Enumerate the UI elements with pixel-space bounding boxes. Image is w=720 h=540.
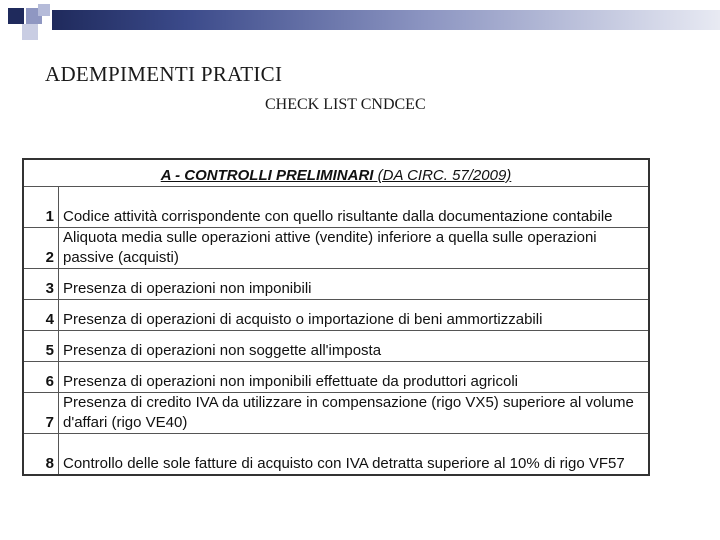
row-number: 7 bbox=[23, 393, 59, 434]
slide-subtitle: CHECK LIST CNDCEC bbox=[265, 96, 426, 113]
slide-title: ADEMPIMENTI PRATICI bbox=[45, 62, 283, 86]
table-header-row bbox=[23, 159, 649, 187]
row-text: Presenza di operazioni di acquisto o importazione di beni ammortizzabili bbox=[59, 300, 650, 331]
table-row bbox=[23, 393, 649, 434]
table-row bbox=[23, 331, 649, 362]
row-number: 3 bbox=[23, 269, 59, 300]
section-reference: (DA CIRC. 57/2009) bbox=[373, 167, 512, 184]
table-row bbox=[23, 228, 649, 269]
table-row bbox=[23, 434, 649, 476]
row-text: Codice attività corrispondente con quello risultante dalla documentazione contabile bbox=[59, 187, 650, 228]
table-row bbox=[23, 300, 649, 331]
header-decoration-bar bbox=[52, 10, 720, 30]
row-text: Controllo delle sole fatture di acquisto con IVA detratta superiore al 10% di rigo VF57 bbox=[59, 434, 650, 476]
row-text: Presenza di operazioni non imponibili bbox=[59, 269, 650, 300]
row-number: 4 bbox=[23, 300, 59, 331]
row-number: 2 bbox=[23, 228, 59, 269]
row-number: 8 bbox=[23, 434, 59, 476]
table-row bbox=[23, 269, 649, 300]
decoration-square bbox=[22, 24, 38, 40]
decoration-square bbox=[8, 8, 24, 24]
row-text: Aliquota media sulle operazioni attive (vendite) inferiore a quella sulle operazioni passive (acquisti) bbox=[59, 228, 650, 269]
table-header bbox=[23, 159, 649, 187]
row-text: Presenza di credito IVA da utilizzare in compensazione (rigo VX5) superiore al volume d'affari (rigo VE40) bbox=[59, 393, 650, 434]
row-text: Presenza di operazioni non soggette all'imposta bbox=[59, 331, 650, 362]
section-title: A - CONTROLLI PRELIMINARI bbox=[160, 167, 374, 184]
row-number: 1 bbox=[23, 187, 59, 228]
row-number: 6 bbox=[23, 362, 59, 393]
decoration-square bbox=[38, 4, 50, 16]
table-row bbox=[23, 187, 649, 228]
row-text: Presenza di operazioni non imponibili effettuate da produttori agricoli bbox=[59, 362, 650, 393]
table-row bbox=[23, 362, 649, 393]
row-number: 5 bbox=[23, 331, 59, 362]
checklist-table bbox=[22, 158, 650, 476]
